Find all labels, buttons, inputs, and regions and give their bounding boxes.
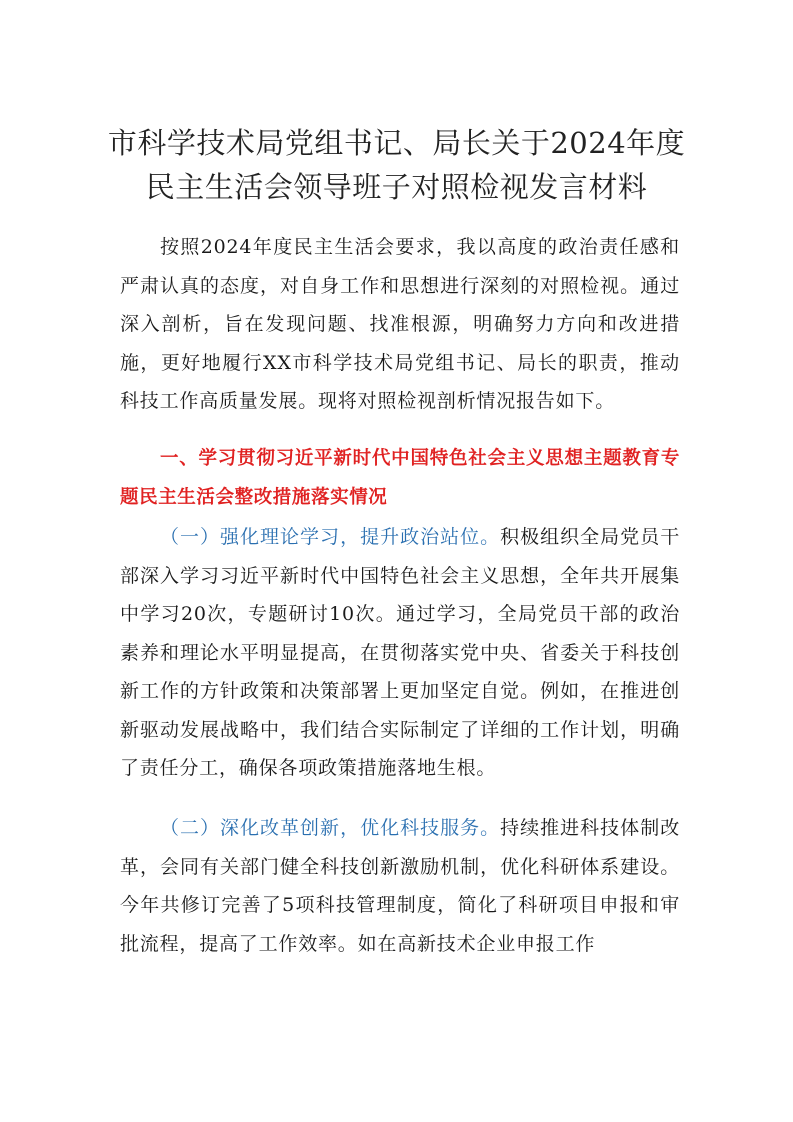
section-1-item-1-body: 积极组织全局党员干部深入学习习近平新时代中国特色社会主义思想，全年共开展集中学习20次，专题研讨10次。通过学习，全局党员干部的政治素养和理论水平明显提高，在贯彻落实党中央、省委关于科技创新工作的方针政策和决策部署上更加坚定自觉。例如，在推进创新驱动发展战略中，我们结合实际制定了详细的工作计划，明确了责任分工，确保各项政策措施落地生根。 (120, 526, 681, 779)
section-1-heading: 一、学习贯彻习近平新时代中国特色社会主义思想主题教育专题民主生活会整改措施落实情况 (120, 448, 680, 508)
section-1-item-1-paragraph (120, 518, 680, 788)
document-title-line-1: 市科学技术局党组书记、局长关于2024年度 (107, 126, 686, 160)
section-1-item-2-body: 持续推进科技体制改革，会同有关部门健全科技创新激励机制，优化科研体系建设。今年共修订完善了5项科技管理制度，简化了科研项目申报和审批流程，提高了工作效率。如在高新技术企业申报工作 (120, 817, 681, 955)
document-title-line-2: 民主生活会领导班子对照检视发言材料 (145, 170, 648, 204)
section-1-item-2-subheading: （二）深化改革创新，优化科技服务。 (160, 817, 501, 839)
section-1-item-2-paragraph (120, 809, 680, 963)
section-1-item-1-subheading: （一）强化理论学习，提升政治站位。 (160, 526, 501, 548)
intro-paragraph: 按照2024年度民主生活会要求，我以高度的政治责任感和严肃认真的态度，对自身工作和思想进行深刻的对照检视。通过深入剖析，旨在发现问题、找准根源，明确努力方向和改进措施，更好地履行XX市科学技术局党组书记、局长的职责，推动科技工作高质量发展。现将对照检视剖析情况报告如下。 (120, 236, 680, 412)
